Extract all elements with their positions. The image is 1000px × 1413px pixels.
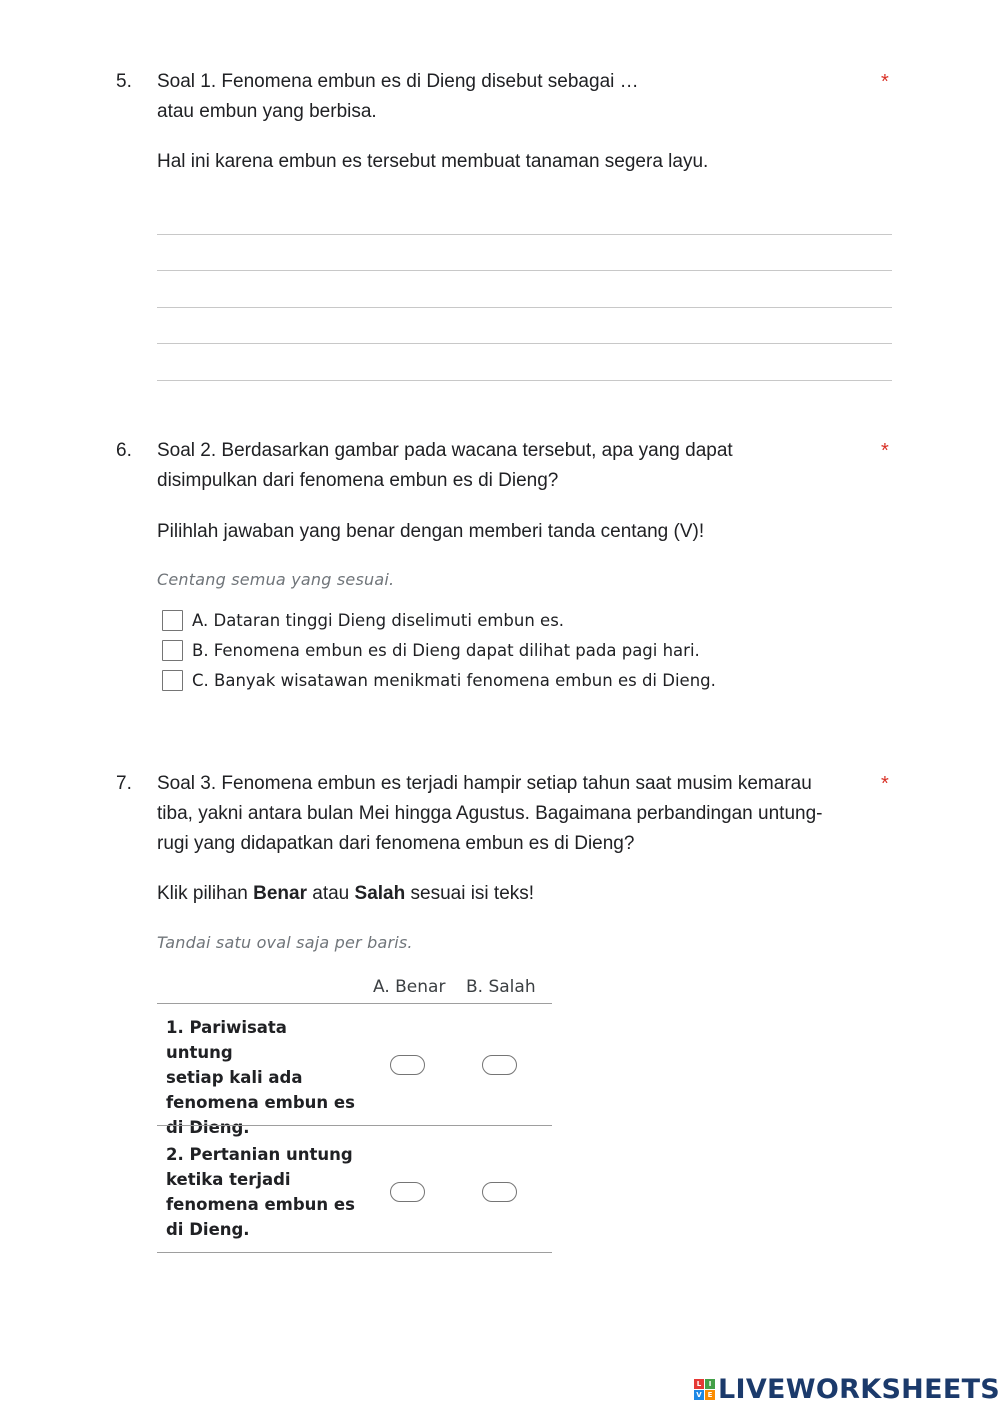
question-text-line: Soal 2. Berdasarkan gambar pada wacana tersebut, apa yang dapat (157, 440, 733, 461)
question-instruction: Pilihlah jawaban yang benar dengan memberi tanda centang (V)! (157, 521, 705, 542)
checkbox-option-a[interactable] (162, 607, 564, 633)
row-label-line: fenomena embun es (166, 1093, 355, 1112)
checkbox[interactable] (162, 670, 183, 691)
question-hint: Centang semua yang sesuai. (157, 570, 395, 589)
logo-letter: V (694, 1390, 704, 1400)
grid-row-label (166, 1142, 356, 1242)
question-number: 6. (116, 440, 132, 461)
logo-letter: I (705, 1379, 715, 1389)
question-text-line: Soal 3. Fenomena embun es terjadi hampir setiap tahun saat musim kemarau (157, 773, 812, 794)
option-label: C. Banyak wisatawan menikmati fenomena embun es di Dieng. (192, 670, 716, 690)
instruction-text: sesuai isi teks! (405, 883, 535, 904)
grid-divider (157, 1252, 552, 1253)
logo-letter: L (694, 1379, 704, 1389)
checkbox[interactable] (162, 610, 183, 631)
logo-letter: E (705, 1390, 715, 1400)
instruction-bold: Salah (354, 883, 406, 904)
question-number: 5. (116, 71, 132, 92)
question-text-line: rugi yang didapatkan dari fenomena embun es di Dieng? (157, 833, 635, 854)
question-text-line: Soal 1. Fenomena embun es di Dieng disebut sebagai … (157, 71, 639, 92)
instruction-text: atau (306, 883, 355, 904)
radio-oval-row1-salah[interactable] (482, 1055, 517, 1075)
question-text-line: atau embun yang berbisa. (157, 101, 377, 122)
instruction-bold: Benar (253, 883, 307, 904)
checkbox[interactable] (162, 640, 183, 661)
question-text-line: tiba, yakni antara bulan Mei hingga Agustus. Bagaimana perbandingan untung- (157, 803, 823, 824)
answer-line[interactable] (157, 343, 892, 344)
row-label-line: 1. Pariwisata untung (166, 1018, 287, 1062)
question-instruction (157, 879, 877, 909)
row-label-line: 2. Pertanian untung (166, 1145, 353, 1164)
answer-line[interactable] (157, 234, 892, 235)
question-text (157, 436, 869, 496)
row-label-line: di Dieng. (166, 1118, 250, 1137)
option-label: A. Dataran tinggi Dieng diselimuti embun es. (192, 610, 565, 630)
question-text (157, 769, 869, 859)
instruction-text: Klik pilihan (157, 883, 254, 904)
column-header-benar: A. Benar (373, 977, 446, 997)
question-number: 7. (116, 773, 132, 794)
grid-row-label (166, 1015, 356, 1140)
row-label-line: ketika terjadi (166, 1170, 291, 1189)
question-text (157, 67, 869, 127)
brand-name: LIVEWORKSHEETS (718, 1374, 1000, 1405)
grid-divider (157, 1003, 552, 1004)
row-label-line: di Dieng. (166, 1220, 250, 1239)
row-label-line: fenomena embun es (166, 1195, 355, 1214)
column-header-salah: B. Salah (466, 977, 536, 997)
liveworksheets-logo (694, 1374, 1000, 1405)
required-asterisk: * (881, 773, 889, 795)
required-asterisk: * (881, 71, 889, 93)
checkbox-option-b[interactable] (162, 637, 700, 663)
grid-divider (157, 1125, 552, 1126)
answer-line[interactable] (157, 270, 892, 271)
answer-line[interactable] (157, 380, 892, 381)
question-text-line: disimpulkan dari fenomena embun es di Dieng? (157, 470, 559, 491)
radio-oval-row1-benar[interactable] (390, 1055, 425, 1075)
checkbox-option-c[interactable] (162, 667, 716, 693)
question-instruction: Hal ini karena embun es tersebut membuat tanaman segera layu. (157, 151, 709, 172)
question-hint: Tandai satu oval saja per baris. (157, 933, 413, 952)
required-asterisk: * (881, 440, 889, 462)
logo-mark-icon (694, 1379, 715, 1400)
option-label: B. Fenomena embun es di Dieng dapat dilihat pada pagi hari. (192, 640, 700, 660)
answer-line[interactable] (157, 307, 892, 308)
radio-oval-row2-benar[interactable] (390, 1182, 425, 1202)
radio-oval-row2-salah[interactable] (482, 1182, 517, 1202)
row-label-line: setiap kali ada (166, 1068, 303, 1087)
